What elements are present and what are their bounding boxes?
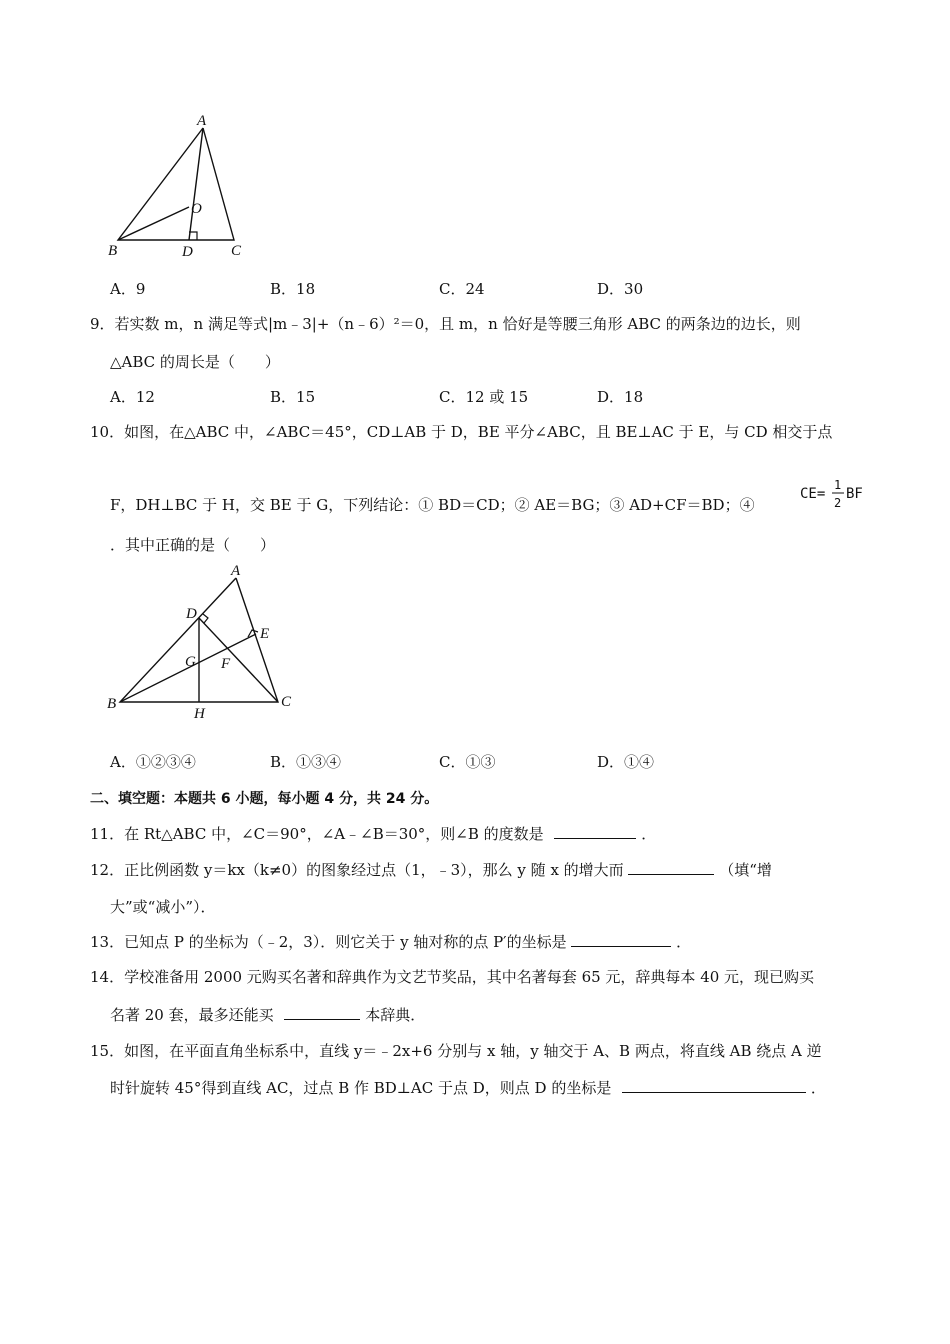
q9-line2: △ABC 的周长是（ ） <box>110 353 280 371</box>
figure-q8 <box>100 110 260 270</box>
q15-line1: 15．如图，在平面直角坐标系中，直线 y＝﹣2x+6 分别与 x 轴，y 轴交于 A、B 两点，将直线 AB 绕点 A 逆 <box>90 1042 822 1060</box>
q10-formula <box>800 476 866 516</box>
svg-text:BF: BF <box>846 486 863 502</box>
q8-option-a: A．9 <box>110 280 146 298</box>
figure-q10 <box>100 560 310 720</box>
q9-option-d: D．18 <box>597 388 644 406</box>
q11-text: 11．在 Rt△ABC 中，∠C＝90°，∠A﹣∠B＝30°，则∠B 的度数是 <box>90 825 544 843</box>
svg-text:2: 2 <box>834 496 842 510</box>
label-g: G <box>185 654 196 670</box>
label-h: H <box>194 706 205 720</box>
q9-option-b: B．15 <box>270 388 316 406</box>
q10-line2: F，DH⊥BC 于 H，交 BE 于 G，下列结论：① BD＝CD；② AE＝BG；③ AD+CF＝BD；④ <box>110 496 755 514</box>
q14-text: 名著 20 套，最多还能买 <box>110 1006 274 1024</box>
label-o: O <box>191 201 202 217</box>
q12-answer-blank[interactable] <box>628 858 714 875</box>
label-f: F <box>221 656 231 672</box>
q13-text: 13．已知点 P 的坐标为（﹣2，3）．则它关于 y 轴对称的点 P′的坐标是 <box>90 933 567 951</box>
label-b: B <box>108 243 118 259</box>
label-b: B <box>107 696 117 712</box>
q9-option-a: A．12 <box>110 388 155 406</box>
q11 <box>90 822 656 844</box>
q11-end: ． <box>641 825 657 843</box>
label-a: A <box>197 113 207 129</box>
q10-option-d: D．①④ <box>597 753 655 771</box>
q10-line3: ．其中正确的是（ ） <box>110 536 276 554</box>
triangle-abc <box>118 128 234 240</box>
q12 <box>90 858 772 880</box>
q10-option-b: B．①③④ <box>270 753 342 771</box>
label-c: C <box>281 694 292 710</box>
q12-text: 12．正比例函数 y＝kx（k≠0）的图象经过点（1，﹣3），那么 y 随 x 的增大而 <box>90 861 624 879</box>
q13-answer-blank[interactable] <box>571 930 671 947</box>
q13 <box>90 930 691 952</box>
label-a: A <box>231 563 241 579</box>
q12-line2: 大”或“减小”）． <box>110 898 216 916</box>
q8-option-c: C．24 <box>439 280 485 298</box>
q8-option-d: D．30 <box>597 280 644 298</box>
q10-line1: 10．如图，在△ABC 中，∠ABC＝45°，CD⊥AB 于 D，BE 平分∠ABC，且 BE⊥AC 于 E，与 CD 相交于点 <box>90 423 833 441</box>
q10-option-c: C．①③ <box>439 753 496 771</box>
right-angle-d <box>203 614 208 623</box>
segment-bo <box>118 207 189 240</box>
q8-option-b: B．18 <box>270 280 316 298</box>
q15-line2 <box>110 1076 826 1098</box>
q14-end: 本辞典． <box>365 1006 426 1024</box>
svg-text:1: 1 <box>834 478 842 492</box>
q10-option-a: A．①②③④ <box>110 753 196 771</box>
q15-answer-blank[interactable] <box>622 1076 806 1093</box>
q14-line2 <box>110 1003 425 1025</box>
q14-answer-blank[interactable] <box>284 1003 360 1020</box>
label-c: C <box>231 243 242 259</box>
q15-text: 时针旋转 45°得到直线 AC，过点 B 作 BD⊥AC 于点 D，则点 D 的坐标是 <box>110 1079 612 1097</box>
q9-option-c: C．12 或 15 <box>439 388 529 406</box>
q12-tail: （填“增 <box>719 861 772 879</box>
q13-end: ． <box>676 933 692 951</box>
label-e: E <box>260 626 270 642</box>
section-2-heading: 二、填空题：本题共 6 小题，每小题 4 分，共 24 分。 <box>90 791 439 807</box>
q15-end: ． <box>810 1079 826 1097</box>
label-d: D <box>186 606 197 622</box>
q11-answer-blank[interactable] <box>554 822 636 839</box>
label-d: D <box>182 244 193 260</box>
q14-line1: 14．学校准备用 2000 元购买名著和辞典作为文艺节奖品，其中名著每套 65 元，辞典每本 40 元，现已购买 <box>90 968 815 986</box>
q9-line1: 9．若实数 m，n 满足等式|m﹣3|+（n﹣6）²＝0，且 m，n 恰好是等腰三角形 ABC 的两条边的边长，则 <box>90 315 801 333</box>
svg-text:CE=: CE= <box>800 486 826 502</box>
